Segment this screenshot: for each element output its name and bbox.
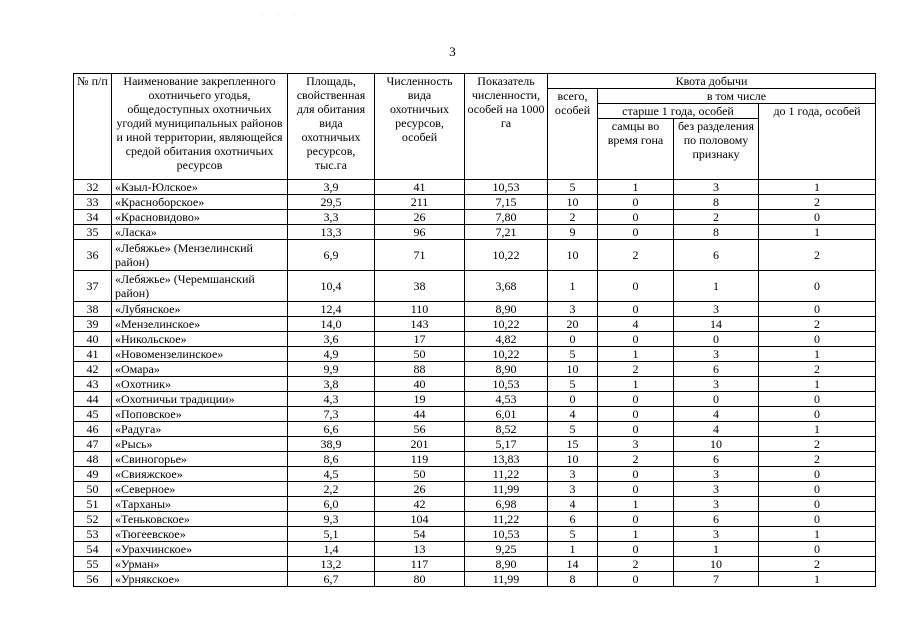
quota-total-cell: 4: [548, 407, 598, 422]
row-number-cell: 52: [74, 512, 112, 527]
hunting-ground-name-cell: «Северное»: [112, 482, 288, 497]
population-count-cell: 41: [375, 180, 465, 195]
population-count-cell: 96: [375, 225, 465, 240]
area-cell: 7,3: [288, 407, 375, 422]
density-cell: 8,90: [465, 302, 548, 317]
quota-males-rut-cell: 2: [598, 557, 674, 572]
quota-males-rut-cell: 0: [598, 482, 674, 497]
table-row: [74, 422, 876, 437]
quota-no-sex-cell: 3: [674, 467, 759, 482]
population-count-cell: 42: [375, 497, 465, 512]
density-cell: 10,22: [465, 347, 548, 362]
quota-no-sex-cell: 4: [674, 422, 759, 437]
table-row: [74, 557, 876, 572]
quota-no-sex-cell: 3: [674, 527, 759, 542]
row-number-cell: 54: [74, 542, 112, 557]
table-row: [74, 317, 876, 332]
density-cell: 10,22: [465, 240, 548, 271]
area-cell: 14,0: [288, 317, 375, 332]
quota-males-rut-cell: 0: [598, 302, 674, 317]
quota-total-cell: 20: [548, 317, 598, 332]
quota-total-cell: 10: [548, 195, 598, 210]
population-count-cell: 50: [375, 347, 465, 362]
quota-young-cell: 1: [759, 527, 876, 542]
quota-males-rut-cell: 2: [598, 240, 674, 271]
quota-total-cell: 5: [548, 180, 598, 195]
quota-males-rut-cell: 0: [598, 210, 674, 225]
quota-young-cell: 2: [759, 362, 876, 377]
population-count-cell: 201: [375, 437, 465, 452]
density-cell: 8,52: [465, 422, 548, 437]
quota-young-cell: 0: [759, 542, 876, 557]
hunting-ground-name-cell: «Тарханы»: [112, 497, 288, 512]
area-cell: 3,8: [288, 377, 375, 392]
density-cell: 5,17: [465, 437, 548, 452]
header-older: старше 1 года, особей: [598, 104, 759, 119]
quota-young-cell: 2: [759, 452, 876, 467]
quota-males-rut-cell: 0: [598, 271, 674, 302]
area-cell: 13,3: [288, 225, 375, 240]
table-row: [74, 572, 876, 587]
quota-no-sex-cell: 3: [674, 482, 759, 497]
quota-total-cell: 0: [548, 392, 598, 407]
population-count-cell: 71: [375, 240, 465, 271]
quota-no-sex-cell: 8: [674, 195, 759, 210]
hunting-ground-name-cell: «Охотничьи традиции»: [112, 392, 288, 407]
density-cell: 10,53: [465, 377, 548, 392]
row-number-cell: 38: [74, 302, 112, 317]
quota-total-cell: 5: [548, 527, 598, 542]
population-count-cell: 88: [375, 362, 465, 377]
population-count-cell: 50: [375, 467, 465, 482]
quota-young-cell: 2: [759, 195, 876, 210]
quota-total-cell: 14: [548, 557, 598, 572]
header-including: в том числе: [598, 89, 876, 104]
quota-total-cell: 4: [548, 497, 598, 512]
quota-no-sex-cell: 6: [674, 512, 759, 527]
header-males-rut: самцы во время гона: [598, 119, 674, 180]
quota-males-rut-cell: 1: [598, 377, 674, 392]
quota-males-rut-cell: 1: [598, 347, 674, 362]
density-cell: 8,90: [465, 362, 548, 377]
quota-males-rut-cell: 1: [598, 180, 674, 195]
quota-young-cell: 0: [759, 482, 876, 497]
density-cell: 10,53: [465, 527, 548, 542]
hunting-ground-name-cell: «Урнякское»: [112, 572, 288, 587]
quota-young-cell: 1: [759, 572, 876, 587]
quota-no-sex-cell: 3: [674, 180, 759, 195]
quota-young-cell: 0: [759, 332, 876, 347]
table-row: [74, 225, 876, 240]
quota-no-sex-cell: 10: [674, 557, 759, 572]
hunting-ground-name-cell: «Омара»: [112, 362, 288, 377]
quota-young-cell: 2: [759, 437, 876, 452]
row-number-cell: 48: [74, 452, 112, 467]
hunting-ground-name-cell: «Урахчинское»: [112, 542, 288, 557]
density-cell: 13,83: [465, 452, 548, 467]
area-cell: 6,6: [288, 422, 375, 437]
quota-young-cell: 1: [759, 347, 876, 362]
row-number-cell: 50: [74, 482, 112, 497]
table-body: [74, 180, 876, 587]
area-cell: 13,2: [288, 557, 375, 572]
area-cell: 4,9: [288, 347, 375, 362]
table-row: [74, 542, 876, 557]
quota-total-cell: 5: [548, 347, 598, 362]
quota-young-cell: 1: [759, 225, 876, 240]
quota-young-cell: 0: [759, 467, 876, 482]
row-number-cell: 39: [74, 317, 112, 332]
quota-males-rut-cell: 0: [598, 467, 674, 482]
table-row: [74, 452, 876, 467]
quota-total-cell: 9: [548, 225, 598, 240]
table-row: [74, 467, 876, 482]
density-cell: 10,53: [465, 180, 548, 195]
row-number-cell: 45: [74, 407, 112, 422]
table-row: [74, 527, 876, 542]
quota-no-sex-cell: 6: [674, 362, 759, 377]
quota-males-rut-cell: 0: [598, 422, 674, 437]
area-cell: 2,2: [288, 482, 375, 497]
hunting-ground-name-cell: «Красновидово»: [112, 210, 288, 225]
density-cell: 9,25: [465, 542, 548, 557]
scan-marks: . . .: [262, 9, 301, 17]
row-number-cell: 55: [74, 557, 112, 572]
table-row: [74, 240, 876, 271]
quota-young-cell: 0: [759, 512, 876, 527]
row-number-cell: 34: [74, 210, 112, 225]
table-row: [74, 332, 876, 347]
area-cell: 9,3: [288, 512, 375, 527]
quota-total-cell: 6: [548, 512, 598, 527]
row-number-cell: 51: [74, 497, 112, 512]
hunting-ground-name-cell: «Лубянское»: [112, 302, 288, 317]
quota-no-sex-cell: 0: [674, 392, 759, 407]
density-cell: 8,90: [465, 557, 548, 572]
row-number-cell: 47: [74, 437, 112, 452]
quota-no-sex-cell: 10: [674, 437, 759, 452]
table-row: [74, 407, 876, 422]
population-count-cell: 104: [375, 512, 465, 527]
row-number-cell: 56: [74, 572, 112, 587]
population-count-cell: 26: [375, 482, 465, 497]
quota-total-cell: 5: [548, 422, 598, 437]
quota-males-rut-cell: 1: [598, 497, 674, 512]
row-number-cell: 41: [74, 347, 112, 362]
area-cell: 3,9: [288, 180, 375, 195]
population-count-cell: 110: [375, 302, 465, 317]
population-count-cell: 143: [375, 317, 465, 332]
population-count-cell: 13: [375, 542, 465, 557]
area-cell: 4,3: [288, 392, 375, 407]
quota-young-cell: 1: [759, 180, 876, 195]
density-cell: 7,80: [465, 210, 548, 225]
population-count-cell: 17: [375, 332, 465, 347]
density-cell: 11,22: [465, 467, 548, 482]
area-cell: 29,5: [288, 195, 375, 210]
hunting-ground-name-cell: «Свиногорье»: [112, 452, 288, 467]
quota-young-cell: 0: [759, 407, 876, 422]
area-cell: 9,9: [288, 362, 375, 377]
table-row: [74, 302, 876, 317]
quota-young-cell: 2: [759, 317, 876, 332]
quota-males-rut-cell: 0: [598, 572, 674, 587]
row-number-cell: 53: [74, 527, 112, 542]
quota-no-sex-cell: 3: [674, 302, 759, 317]
quota-total-cell: 0: [548, 332, 598, 347]
table-row: [74, 437, 876, 452]
quota-total-cell: 1: [548, 271, 598, 302]
hunting-ground-name-cell: «Кзыл-Юлское»: [112, 180, 288, 195]
hunting-ground-name-cell: «Ласка»: [112, 225, 288, 240]
table-row: [74, 482, 876, 497]
table-header: [74, 74, 876, 180]
quota-no-sex-cell: 1: [674, 271, 759, 302]
hunting-quota-table: [73, 73, 876, 587]
area-cell: 8,6: [288, 452, 375, 467]
population-count-cell: 211: [375, 195, 465, 210]
density-cell: 10,22: [465, 317, 548, 332]
row-number-cell: 40: [74, 332, 112, 347]
quota-young-cell: 1: [759, 422, 876, 437]
hunting-ground-name-cell: «Новомензелинское»: [112, 347, 288, 362]
quota-young-cell: 0: [759, 497, 876, 512]
table-row: [74, 497, 876, 512]
table-row: [74, 392, 876, 407]
table-row: [74, 377, 876, 392]
area-cell: 3,6: [288, 332, 375, 347]
header-name: Наименование закрепленного охотничьего угодья, общедоступных охотничьих угодий муниципальных районов и иной территории, являющейся средой обитания охотничьих ресурсов: [112, 74, 288, 180]
quota-males-rut-cell: 0: [598, 332, 674, 347]
quota-males-rut-cell: 2: [598, 452, 674, 467]
row-number-cell: 35: [74, 225, 112, 240]
table-row: [74, 195, 876, 210]
hunting-ground-name-cell: «Лебяжье» (Мензелинский район): [112, 240, 288, 271]
density-cell: 7,21: [465, 225, 548, 240]
area-cell: 38,9: [288, 437, 375, 452]
table-row: [74, 362, 876, 377]
area-cell: 1,4: [288, 542, 375, 557]
quota-males-rut-cell: 0: [598, 542, 674, 557]
hunting-ground-name-cell: «Охотник»: [112, 377, 288, 392]
hunting-ground-name-cell: «Красноборское»: [112, 195, 288, 210]
table-row: [74, 210, 876, 225]
hunting-ground-name-cell: «Урман»: [112, 557, 288, 572]
population-count-cell: 80: [375, 572, 465, 587]
quota-young-cell: 0: [759, 271, 876, 302]
hunting-ground-name-cell: «Лебяжье» (Черемшанский район): [112, 271, 288, 302]
header-quota: Квота добычи: [548, 74, 876, 89]
population-count-cell: 119: [375, 452, 465, 467]
quota-total-cell: 3: [548, 482, 598, 497]
population-count-cell: 40: [375, 377, 465, 392]
population-count-cell: 117: [375, 557, 465, 572]
area-cell: 3,3: [288, 210, 375, 225]
density-cell: 7,15: [465, 195, 548, 210]
row-number-cell: 33: [74, 195, 112, 210]
header-younger: до 1 года, особей: [759, 104, 876, 180]
quota-total-cell: 3: [548, 302, 598, 317]
quota-males-rut-cell: 0: [598, 392, 674, 407]
header-no-sex: без разделения по половому признаку: [674, 119, 759, 180]
hunting-ground-name-cell: «Поповское»: [112, 407, 288, 422]
density-cell: 4,82: [465, 332, 548, 347]
quota-no-sex-cell: 3: [674, 377, 759, 392]
density-cell: 11,22: [465, 512, 548, 527]
header-density: Показатель численности, особей на 1000 га: [465, 74, 548, 180]
quota-males-rut-cell: 2: [598, 362, 674, 377]
area-cell: 5,1: [288, 527, 375, 542]
table-row: [74, 512, 876, 527]
row-number-cell: 46: [74, 422, 112, 437]
population-count-cell: 44: [375, 407, 465, 422]
quota-no-sex-cell: 7: [674, 572, 759, 587]
row-number-cell: 44: [74, 392, 112, 407]
quota-total-cell: 5: [548, 377, 598, 392]
header-area: Площадь, свойственная для обитания вида охотничьих ресурсов, тыс.га: [288, 74, 375, 180]
table-row: [74, 271, 876, 302]
density-cell: 11,99: [465, 482, 548, 497]
hunting-ground-name-cell: «Радуга»: [112, 422, 288, 437]
area-cell: 6,9: [288, 240, 375, 271]
quota-males-rut-cell: 0: [598, 195, 674, 210]
table-row: [74, 180, 876, 195]
quota-males-rut-cell: 0: [598, 407, 674, 422]
row-number-cell: 37: [74, 271, 112, 302]
quota-total-cell: 8: [548, 572, 598, 587]
quota-young-cell: 2: [759, 557, 876, 572]
quota-no-sex-cell: 6: [674, 452, 759, 467]
row-number-cell: 42: [74, 362, 112, 377]
hunting-ground-name-cell: «Никольское»: [112, 332, 288, 347]
page-number: 3: [449, 44, 456, 59]
row-number-cell: 49: [74, 467, 112, 482]
population-count-cell: 38: [375, 271, 465, 302]
area-cell: 6,7: [288, 572, 375, 587]
row-number-cell: 43: [74, 377, 112, 392]
hunting-ground-name-cell: «Рысь»: [112, 437, 288, 452]
quota-total-cell: 10: [548, 452, 598, 467]
quota-total-cell: 1: [548, 542, 598, 557]
quota-no-sex-cell: 0: [674, 332, 759, 347]
hunting-ground-name-cell: «Свияжское»: [112, 467, 288, 482]
quota-young-cell: 2: [759, 240, 876, 271]
quota-no-sex-cell: 3: [674, 347, 759, 362]
quota-total-cell: 10: [548, 362, 598, 377]
quota-young-cell: 1: [759, 377, 876, 392]
quota-young-cell: 0: [759, 302, 876, 317]
quota-males-rut-cell: 4: [598, 317, 674, 332]
density-cell: 3,68: [465, 271, 548, 302]
population-count-cell: 56: [375, 422, 465, 437]
quota-no-sex-cell: 3: [674, 497, 759, 512]
quota-no-sex-cell: 2: [674, 210, 759, 225]
row-number-cell: 36: [74, 240, 112, 271]
header-count: Численность вида охотничьих ресурсов, особей: [375, 74, 465, 180]
hunting-ground-name-cell: «Мензелинское»: [112, 317, 288, 332]
hunting-ground-name-cell: «Тюгеевское»: [112, 527, 288, 542]
header-total: всего, особей: [548, 89, 598, 180]
quota-no-sex-cell: 4: [674, 407, 759, 422]
quota-total-cell: 15: [548, 437, 598, 452]
density-cell: 6,98: [465, 497, 548, 512]
density-cell: 11,99: [465, 572, 548, 587]
quota-young-cell: 0: [759, 210, 876, 225]
area-cell: 4,5: [288, 467, 375, 482]
quota-males-rut-cell: 0: [598, 225, 674, 240]
quota-males-rut-cell: 3: [598, 437, 674, 452]
quota-males-rut-cell: 0: [598, 512, 674, 527]
quota-total-cell: 3: [548, 467, 598, 482]
table-row: [74, 347, 876, 362]
population-count-cell: 19: [375, 392, 465, 407]
population-count-cell: 26: [375, 210, 465, 225]
quota-no-sex-cell: 6: [674, 240, 759, 271]
area-cell: 10,4: [288, 271, 375, 302]
hunting-ground-name-cell: «Теньковское»: [112, 512, 288, 527]
quota-no-sex-cell: 1: [674, 542, 759, 557]
row-number-cell: 32: [74, 180, 112, 195]
area-cell: 6,0: [288, 497, 375, 512]
quota-total-cell: 2: [548, 210, 598, 225]
quota-total-cell: 10: [548, 240, 598, 271]
density-cell: 4,53: [465, 392, 548, 407]
header-num: № п/п: [74, 74, 112, 180]
quota-young-cell: 0: [759, 392, 876, 407]
quota-no-sex-cell: 8: [674, 225, 759, 240]
area-cell: 12,4: [288, 302, 375, 317]
quota-males-rut-cell: 1: [598, 527, 674, 542]
density-cell: 6,01: [465, 407, 548, 422]
population-count-cell: 54: [375, 527, 465, 542]
quota-no-sex-cell: 14: [674, 317, 759, 332]
